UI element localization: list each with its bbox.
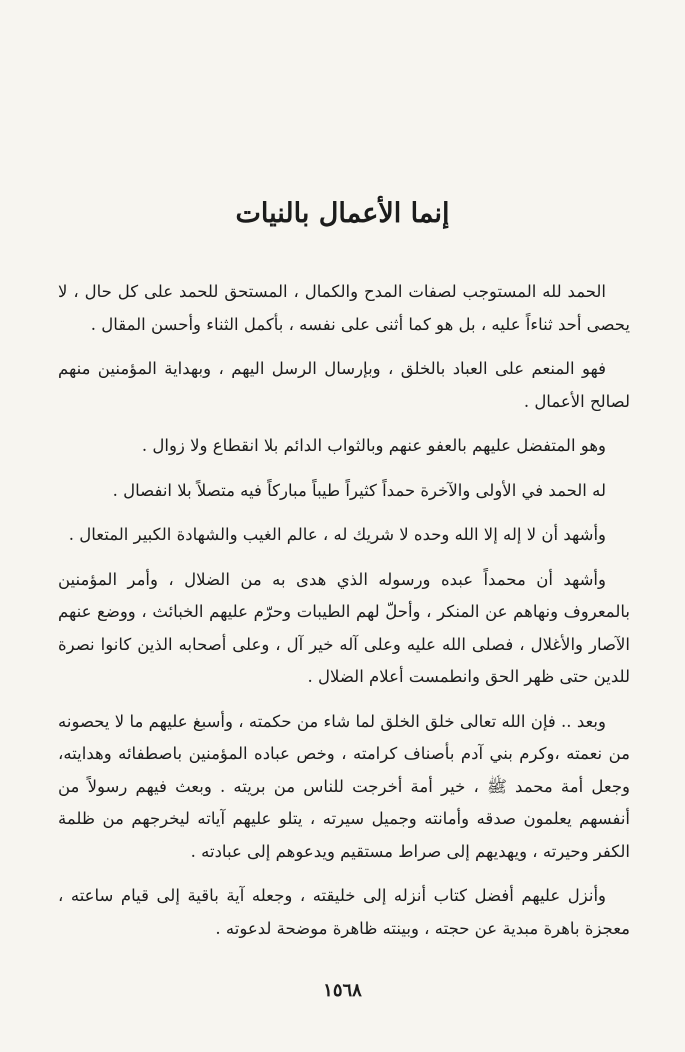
body-text (58, 276, 630, 951)
paragraph-testimony-prophet: وأشهد أن محمداً عبده ورسوله الذي هدى به من الضلال ، وأمر المؤمنين بالمعروف ونهاهم عن المنكر ، وأحلّ لهم الطيبات وحرّم عليهم الخبائث ، ووضع عنهم الآصار والأغلال ، فصلى الله عليه وعلى آله خير آل ، وعلى أصحابه الذين كانوا نصرة للدين حتى ظهر الحق وانطمست أعلام الضلال . (58, 569, 630, 686)
paragraph-after-that: وبعد .. فإن الله تعالى خلق الخلق لما شاء من حكمته ، وأسبغ عليهم ما لا يحصونه من نعمته ،وكرم بني آدم بأصناف كرامته ، وخص عباده المؤمنين باصطفائه وهدايته، وجعل أمة محمد ﷺ ، خير أمة أخرجت للناس من بريته . وبعث فيهم رسولاً من أنفسهم يعلمون صدقه وأمانته وجميل سيرته ، يتلو عليهم آياته ليخرجهم من ظلمة الكفر وحيرته ، ويهديهم إلى صراط مستقيم ويدعوهم إلى عبادته . (58, 711, 630, 861)
page-number: ١٥٦٨ (323, 980, 362, 1001)
chapter-title: إنما الأعمال بالنيات (235, 198, 450, 229)
paragraph-book-revelation: وأنزل عليهم أفضل كتاب أنزله إلى خليقته ، وجعله آية باقية إلى قيام ساعته ، معجزة باهرة مبدية عن حجته ، وبينته ظاهرة موضحة لدعوته . (58, 886, 630, 938)
paragraph-testimony-god: وأشهد أن لا إله إلا الله وحده لا شريك له ، عالم الغيب والشهادة الكبير المتعال . (68, 525, 606, 544)
paragraph-praise: الحمد لله المستوجب لصفات المدح والكمال ، المستحق للحمد على كل حال ، لا يحصى أحد ثناءاً عليه ، بل هو كما أثنى على نفسه ، بأكمل الثناء وأحسن المقال . (58, 282, 630, 334)
paragraph-bestower: وهو المتفضل عليهم بالعفو عنهم وبالثواب الدائم بلا انقطاع ولا زوال . (141, 436, 606, 455)
paragraph-benefactor: فهو المنعم على العباد بالخلق ، وبإرسال الرسل اليهم ، وبهداية المؤمنين منهم لصالح الأعمال . (58, 359, 630, 411)
paragraph-praise-hereafter: له الحمد في الأولى والآخرة حمداً كثيراً طيباً مباركاً فيه متصلاً بلا انفصال . (112, 480, 606, 500)
